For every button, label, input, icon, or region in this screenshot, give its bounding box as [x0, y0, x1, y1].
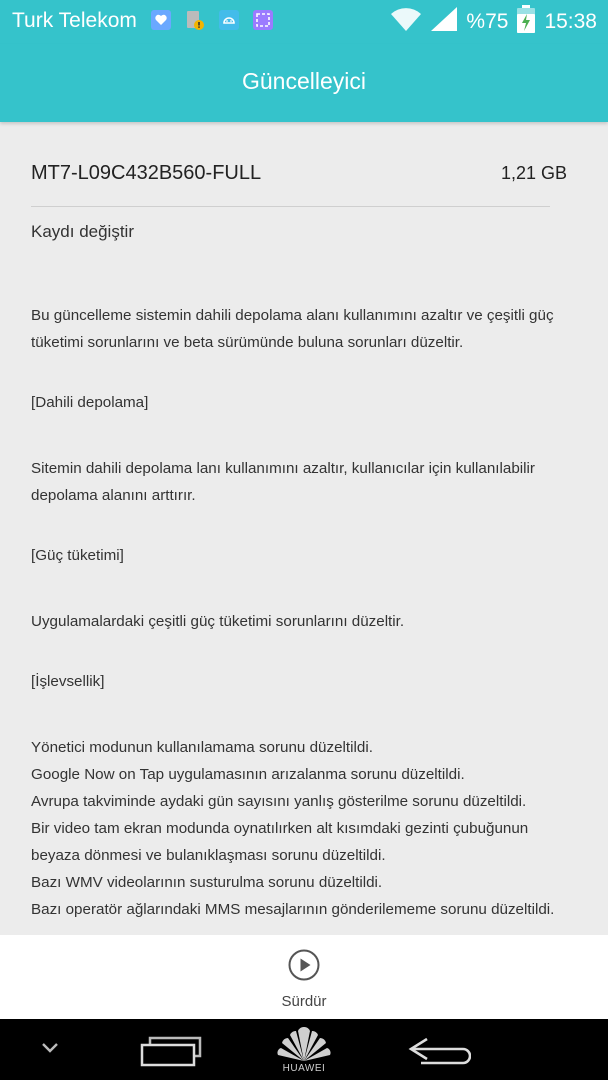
home-button[interactable] [274, 1025, 334, 1077]
back-icon[interactable] [405, 1035, 471, 1067]
changelog-line: Avrupa takviminde aydaki gün sayısını yanlış gösterilme sorunu düzeltildi. [31, 793, 527, 810]
app-bar [0, 44, 608, 122]
android-debug-icon [218, 9, 240, 31]
clock: 15:38 [544, 10, 597, 33]
navigation-bar [0, 1019, 608, 1080]
play-circle-icon [288, 949, 320, 981]
changelog-line: depolama alanını arttırır. [31, 487, 196, 504]
brand-label: HUAWEI [282, 1063, 326, 1074]
wifi-icon [390, 6, 422, 38]
changelog-line: Sitemin dahili depolama lanı kullanımını azaltır, kullanıcılar için kullanılabilir [31, 460, 535, 477]
status-bar [0, 0, 608, 44]
changelog-line: Bazı operatör ağlarındaki MMS mesajlarının gönderilememe sorunu düzeltildi. [31, 901, 555, 918]
battery-charging-icon [516, 5, 536, 39]
notification-icons [150, 9, 274, 33]
signal-icon [430, 6, 458, 38]
resume-button[interactable] [254, 941, 354, 1015]
changelog-line: Bu güncelleme sistemin dahili depolama alanı kullanımını azaltır ve çeşitli güç [31, 307, 554, 324]
update-file-name: MT7-L09C432B560-FULL [31, 162, 262, 184]
changelog-line: beyaza dönmesi ve bulanıklaşması sorunu düzeltildi. [31, 847, 386, 864]
changelog-line: Bazı WMV videolarının susturulma sorunu düzeltildi. [31, 874, 383, 891]
carrier-name: Turk Telekom [12, 9, 137, 32]
resume-label: Sürdür [281, 993, 327, 1010]
update-file-row [31, 148, 567, 207]
update-file-size: 1,21 GB [500, 163, 567, 183]
battery-percent: %75 [466, 10, 509, 33]
changelog-line: Bir video tam ekran modunda oynatılırken alt kısımdaki gezinti çubuğunun [31, 820, 529, 837]
recent-apps-icon[interactable] [140, 1035, 204, 1067]
sim-alert-icon [184, 9, 206, 31]
section-title: [Dahili depolama] [31, 394, 149, 411]
page-title: Güncelleyici [242, 68, 366, 94]
chevron-down-icon[interactable] [40, 1041, 60, 1055]
status-right [390, 7, 597, 37]
changelog-line: tüketimi sorunlarını ve beta sürümünde buluna sorunları düzeltir. [31, 334, 464, 351]
huawei-logo-icon [274, 1025, 334, 1063]
changelog-line: Uygulamalardaki çeşitli güç tüketimi sorunlarını düzeltir. [31, 613, 405, 630]
section-title: [Güç tüketimi] [31, 547, 124, 564]
changelog-scroll-area[interactable] [0, 208, 608, 935]
changelog-heading: Kaydı değiştir [31, 222, 134, 241]
changelog-line: Google Now on Tap uygulamasının arızalanma sorunu düzeltildi. [31, 766, 465, 783]
section-title: [İşlevsellik] [31, 673, 105, 690]
bottom-action-bar [0, 935, 608, 1019]
changelog-line: Yönetici modunun kullanılamama sorunu düzeltildi. [31, 739, 373, 756]
message-heart-icon [150, 9, 172, 31]
screenshot-icon [252, 9, 274, 31]
